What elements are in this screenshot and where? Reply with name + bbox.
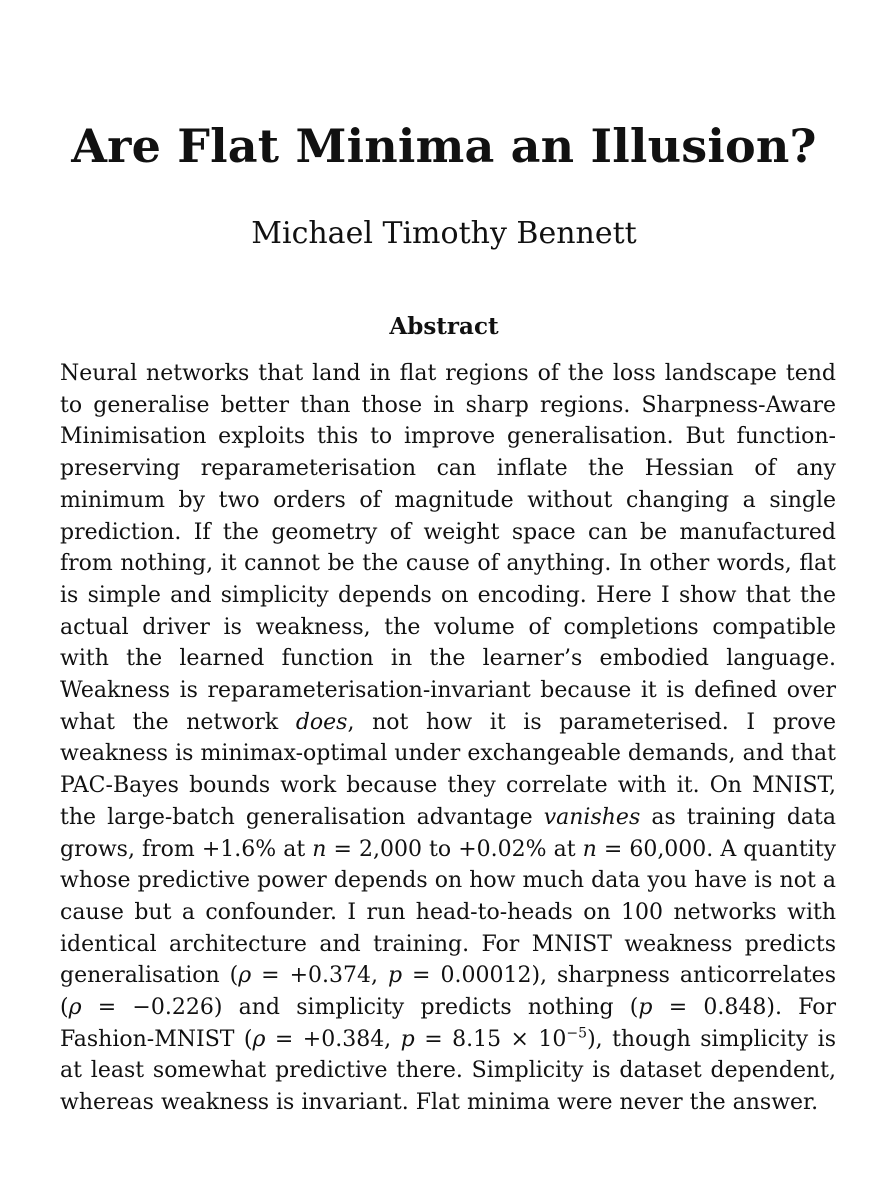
math-variable: p [387,963,403,989]
abstract-text: ), though simplicity is at least somewhat predictive there. Simplicity is dataset dependent, whereas weakness is invariant. Flat minima were never the answer. [60,1026,836,1116]
abstract-text: , not how it is parameterised. I prove weakness is minimax-optimal under exchangeable demands, and that PAC-Bayes bounds work because they correlate with it. On MNIST, the large-batch generalisation advantage [60,709,836,830]
abstract-text: Neural networks that land in flat regions of the loss landscape tend to generalise better than those in sharp regions. Sharpness-Aware Minimisation exploits this to improve generalisation. But function-preserving reparameterisation can inflate the Hessian of any minimum by two orders of magnitude without changing a single prediction. If the geometry of weight space can be manufactured from nothing, it cannot be the cause of anything. In other words, flat is simple and simplicity depends on encoding. Here I show that the actual driver is weakness, the volume of completions compatible with the learned function in the learner’s embodied language. Weakness is reparameterisation-invariant because it is defined over what the network [60,361,836,735]
abstract-text: = 0.848). For Fashion-MNIST ( [60,995,836,1052]
math-variable: n [582,836,597,862]
math-variable: n [312,836,327,862]
abstract-text: = +0.384, [265,1026,401,1052]
paper-title: Are Flat Minima an Illusion? [71,119,817,173]
math-variable: p [400,1026,415,1052]
math-variable: ρ [252,1026,266,1052]
abstract-text: as training data grows, from +1.6% at [60,804,836,862]
abstract-text-italic: vanishes [543,804,641,830]
abstract-text: = +0.374, [251,963,388,989]
author-name: Michael Timothy Bennett [251,216,637,251]
abstract-text-italic: does [295,709,348,735]
math-variable: ρ [68,995,82,1021]
abstract-text: = −0.226) and simplicity predicts nothing ( [81,995,639,1021]
abstract-body [60,358,836,1119]
abstract-text: = 0.00012), sharpness anticorrelates ( [60,963,836,1021]
abstract-heading: Abstract [389,313,499,340]
abstract-text: = 8.15 × 10 [414,1026,567,1052]
math-exponent: −5 [566,1025,588,1042]
abstract-text: = 60,000. A quantity whose predictive power depends on how much data you have is not a cause but a confounder. I run head-to-heads on 100 networks with identical architecture and training. For MNIST weakness predicts generalisation ( [60,836,836,989]
math-variable: p [638,995,653,1021]
math-variable: ρ [238,963,252,989]
abstract-text: = 2,000 to +0.02% at [326,836,583,862]
